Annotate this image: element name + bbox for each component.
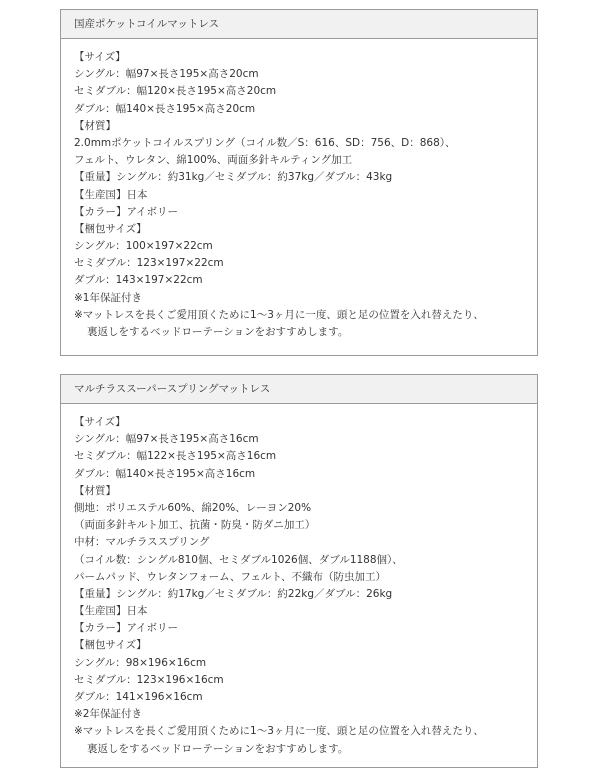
spec-list	[61, 39, 537, 341]
panel-title: マルチラススーパースプリングマットレス	[61, 375, 537, 404]
spec-line: （両面多針キルト加工、抗菌・防臭・防ダニ加工）	[74, 519, 316, 532]
spec-line: 【カラー】アイボリー	[74, 205, 179, 218]
spec-line: シングル：100×197×22cm	[74, 240, 213, 253]
spec-line: パームパッド、ウレタンフォーム、フェルト、不織布（防虫加工）	[74, 570, 386, 583]
spec-line: 【サイズ】	[74, 51, 126, 63]
spec-line: シングル：幅97×長さ195×高さ16cm	[74, 433, 259, 446]
spec-line: セミダブル：123×196×16cm	[74, 673, 224, 686]
spec-line: 【材質】	[74, 484, 116, 497]
spec-line: ※1年保証付き	[74, 291, 142, 304]
spec-line: 中材：マルチラススプリング	[74, 536, 210, 549]
spec-line: 【生産国】日本	[74, 188, 148, 201]
spec-line: セミダブル：123×197×22cm	[74, 257, 224, 270]
spec-line: ダブル：幅140×長さ195×高さ16cm	[74, 467, 256, 480]
spec-line: 2.0mmポケットコイルスプリング（コイル数／S：616、SD：756、D：868）、	[74, 136, 456, 149]
spec-line: 【カラー】アイボリー	[74, 622, 179, 635]
spec-line: ダブル：141×196×16cm	[74, 691, 203, 703]
spec-panel-multilath-spring	[60, 374, 538, 768]
spec-line: 【材質】	[74, 119, 116, 132]
spec-line: ※2年保証付き	[74, 708, 142, 721]
spec-line: 【重量】シングル：約31kg／セミダブル：約37kg／ダブル：43kg	[74, 171, 393, 184]
spec-line: （コイル数：シングル810個、セミダブル1026個、ダブル1188個）、	[74, 553, 403, 566]
spec-line: シングル：幅97×長さ195×高さ20cm	[74, 68, 259, 81]
panel-title: 国産ポケットコイルマットレス	[61, 10, 537, 39]
spec-line: 裏返しをするベッドローテーションをおすすめします。	[87, 326, 349, 338]
spec-line: 【サイズ】	[74, 416, 126, 428]
spec-line: フェルト、ウレタン、綿100%、両面多針キルティング加工	[74, 154, 353, 167]
spec-line: ※マットレスを長くご愛用頂くために1～3ヶ月に一度、頭と足の位置を入れ替えたり、	[74, 725, 484, 738]
spec-line: セミダブル：幅120×長さ195×高さ20cm	[74, 85, 277, 98]
spec-line: ダブル：143×197×22cm	[74, 274, 203, 287]
spec-line: ※マットレスを長くご愛用頂くために1～3ヶ月に一度、頭と足の位置を入れ替えたり、	[74, 308, 484, 321]
spec-line: 【梱包サイズ】	[74, 639, 147, 652]
spec-line: 【梱包サイズ】	[74, 222, 147, 235]
spec-line: 【重量】シングル：約17kg／セミダブル：約22kg／ダブル：26kg	[74, 587, 393, 600]
spec-line: 【生産国】日本	[74, 605, 148, 618]
spec-line: ダブル：幅140×長さ195×高さ20cm	[74, 102, 256, 115]
spec-line: 側地：ポリエステル60%、綿20%、レーヨン20%	[74, 501, 312, 514]
spec-line: 裏返しをするベッドローテーションをおすすめします。	[87, 742, 349, 755]
spec-panel-pocket-coil	[60, 9, 538, 356]
spec-line: セミダブル：幅122×長さ195×高さ16cm	[74, 450, 277, 463]
spec-list	[61, 404, 537, 758]
spec-line: シングル：98×196×16cm	[74, 656, 207, 669]
